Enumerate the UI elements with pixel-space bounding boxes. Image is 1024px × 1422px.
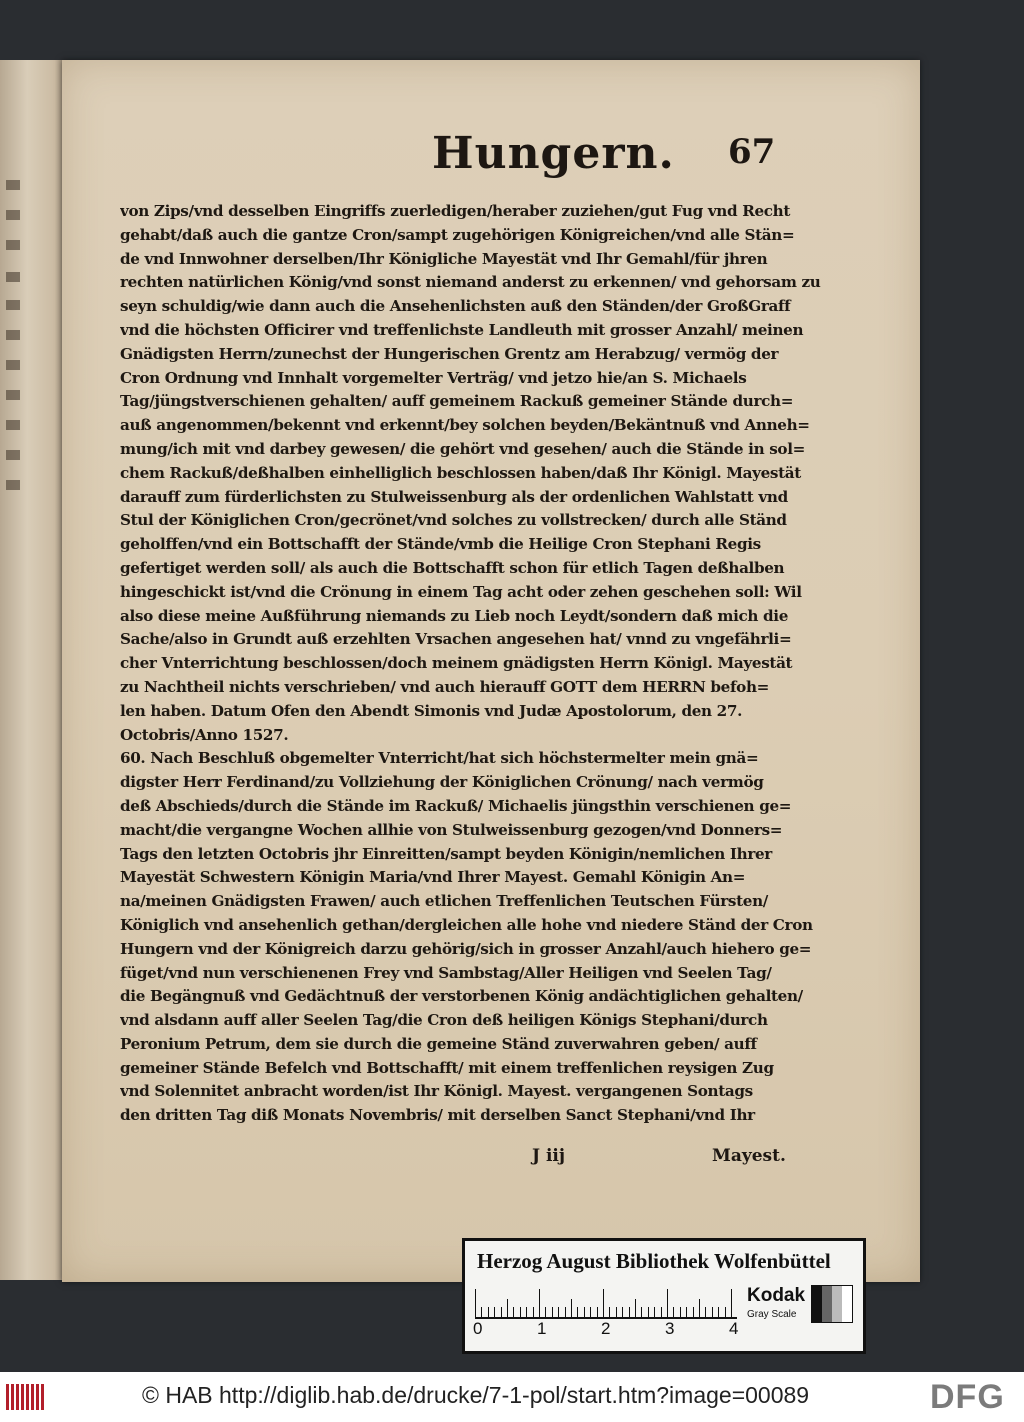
ruler-label: 4 xyxy=(729,1319,739,1338)
text-line: Peronium Petrum, dem sie durch die gemeine Ständ zuverwahren geben/ auff xyxy=(120,1034,757,1053)
running-head: Hungern. xyxy=(432,128,675,179)
text-line: vnd alsdann auff aller Seelen Tag/die Cron deß heiligen Königs Stephani/durch xyxy=(120,1011,768,1030)
body-text xyxy=(120,200,866,1128)
text-line: na/meinen Gnädigsten Frawen/ auch etlichen Treffenlichen Teutschen Fürsten/ xyxy=(120,892,769,911)
text-line: darauff zum fürderlichsten zu Stulweissenburg als der ordenlichen Wahlstatt vnd xyxy=(120,487,788,506)
kodak-logo: Kodak xyxy=(747,1285,806,1306)
facing-page-edge xyxy=(0,60,70,1280)
text-line: 60. Nach Beschluß obgemelter Vnterricht/hat sich höchstermelter mein gnä= xyxy=(120,749,759,768)
page-header xyxy=(362,128,842,188)
text-line: Hungern vnd der Königreich darzu gehörig/sich in grosser Anzahl/auch hiehero ge= xyxy=(120,939,812,958)
text-line: macht/die vergangne Wochen allhie von Stulweissenburg gezogen/vnd Donners= xyxy=(120,820,783,839)
text-line: vnd die höchsten Officirer vnd treffenlichste Landleuth mit grosser Anzahl/ meinen xyxy=(120,320,804,339)
text-line: rechten natürlichen König/vnd sonst niemand anderst zu erkennen/ vnd gehorsam zu xyxy=(120,273,821,292)
text-line: Gnädigsten Herrn/zunechst der Hungerischen Grentz am Herabzug/ vermög der xyxy=(120,344,779,363)
text-line: gehabt/daß auch die gantze Cron/sampt zugehörigen Königreichen/vnd alle Stän= xyxy=(120,225,795,244)
document-page xyxy=(62,60,920,1282)
ruler-label: 1 xyxy=(537,1319,547,1338)
copyright-link[interactable]: © HAB http://diglib.hab.de/drucke/7-1-pol/start.htm?image=00089 xyxy=(142,1382,810,1408)
text-line: digster Herr Ferdinand/zu Vollziehung der Königlichen Crönung/ nach vermög xyxy=(120,773,764,792)
text-line: also diese meine Außführung niemands zu Lieb noch Leydt/sondern daß mich die xyxy=(120,606,789,625)
text-line: zu Nachtheil nichts verschrieben/ vnd auch hierauff GOTT dem HERRN befoh= xyxy=(120,677,770,696)
text-line: de vnd Innwohner derselben/Ihr Königliche Mayestät vnd Ihr Gemahl/für jhren xyxy=(120,249,768,268)
page-number: 67 xyxy=(728,132,776,172)
text-line: Mayestät Schwestern Königin Maria/vnd Ihrer Mayest. Gemahl Königin An= xyxy=(120,868,746,887)
text-line: Königlich vnd ansehenlich gethan/dergleichen alle hohe vnd niedere Ständ der Cron xyxy=(120,915,813,934)
ruler-label: 2 xyxy=(601,1319,611,1338)
text-line: chem Rackuß/deßhalben einhelliglich beschlossen haben/daß Ihr Königl. Mayestät xyxy=(120,463,801,482)
page-footer xyxy=(492,1146,852,1176)
gray-scale-swatches xyxy=(811,1285,853,1323)
footer-bar xyxy=(0,1372,1024,1422)
gray-scale-label: Gray Scale xyxy=(747,1309,797,1320)
dfg-logo: DFG xyxy=(930,1378,1005,1416)
text-line: Tag/jüngstverschienen gehalten/ auff gemeinem Rackuß gemeiner Stände durch= xyxy=(120,392,794,411)
ruler-label: 3 xyxy=(665,1319,675,1338)
text-line: von Zips/vnd desselben Eingriffs zuerledigen/heraber zuziehen/gut Fug vnd Recht xyxy=(120,202,791,220)
color-reference-card xyxy=(462,1238,866,1354)
text-line: Stul der Königlichen Cron/gecrönet/vnd solches zu vollstrecken/ durch alle Ständ xyxy=(120,511,787,530)
text-line: Cron Ordnung vnd Innhalt vorgemelter Verträg/ vnd jetzo hie/an S. Michaels xyxy=(120,368,747,387)
measurement-ruler xyxy=(475,1287,737,1319)
text-line: gemeiner Stände Befelch vnd Bottschafft/ mit einem treffenlichen reysigen Zug xyxy=(120,1058,774,1077)
ruler-label: 0 xyxy=(473,1319,483,1338)
card-title: Herzog August Bibliothek Wolfenbüttel xyxy=(477,1249,831,1273)
text-line: vnd Solennitet anbracht worden/ist Ihr Königl. Mayest. vergangenen Sontags xyxy=(120,1082,753,1101)
text-line: gefertiget werden soll/ als auch die Bottschafft schon für etlich Tagen deßhalben xyxy=(120,558,785,577)
catchword: Mayest. xyxy=(712,1146,786,1166)
text-line: len haben. Datum Ofen den Abendt Simonis vnd Judæ Apostolorum, den 27. xyxy=(120,701,743,720)
text-line: füget/vnd nun verschienenen Frey vnd Sambstag/Aller Heiligen vnd Seelen Tag/ xyxy=(120,963,772,982)
text-line: cher Vnterrichtung beschlossen/doch meinem gnädigsten Herrn Königl. Mayestät xyxy=(120,654,793,673)
text-line: geholffen/vnd ein Bottschafft der Stände/vmb die Heilige Cron Stephani Regis xyxy=(120,535,761,554)
text-line: die Begängnuß vnd Gedächtnuß der verstorbenen König andächtiglichen gehalten/ xyxy=(120,987,803,1006)
text-line: Octobris/Anno 1527. xyxy=(120,725,289,744)
text-line: Sache/also in Grundt auß erzehlten Vrsachen angesehen hat/ vnnd zu vngefährli= xyxy=(120,630,792,649)
text-line: mung/ich mit vnd darbey gewesen/ die gehört vnd gesehen/ auch die Stände in sol= xyxy=(120,439,806,458)
text-line: Tags den letzten Octobris jhr Einreitten/sampt beyden Königin/nemlichen Ihrer xyxy=(120,844,772,863)
text-line: den dritten Tag diß Monats Novembris/ mit derselben Sanct Stephani/vnd Ihr xyxy=(120,1106,755,1125)
text-line: seyn schuldig/wie dann auch die Ansehenlichsten auß den Ständen/der GroßGraff xyxy=(120,297,791,316)
text-line: deß Abschieds/durch die Stände im Rackuß/ Michaelis jüngsthin verschienen ge= xyxy=(120,796,792,815)
text-line: auß angenommen/bekennt vnd erkennt/bey solchen beyden/Bekäntnuß vnd Anneh= xyxy=(120,416,810,435)
text-line: hingeschickt ist/vnd die Crönung in einem Tag acht oder zehen geschehen soll: Wil xyxy=(120,582,802,601)
signature-mark: J iij xyxy=(532,1146,566,1166)
barcode-icon xyxy=(6,1384,50,1410)
